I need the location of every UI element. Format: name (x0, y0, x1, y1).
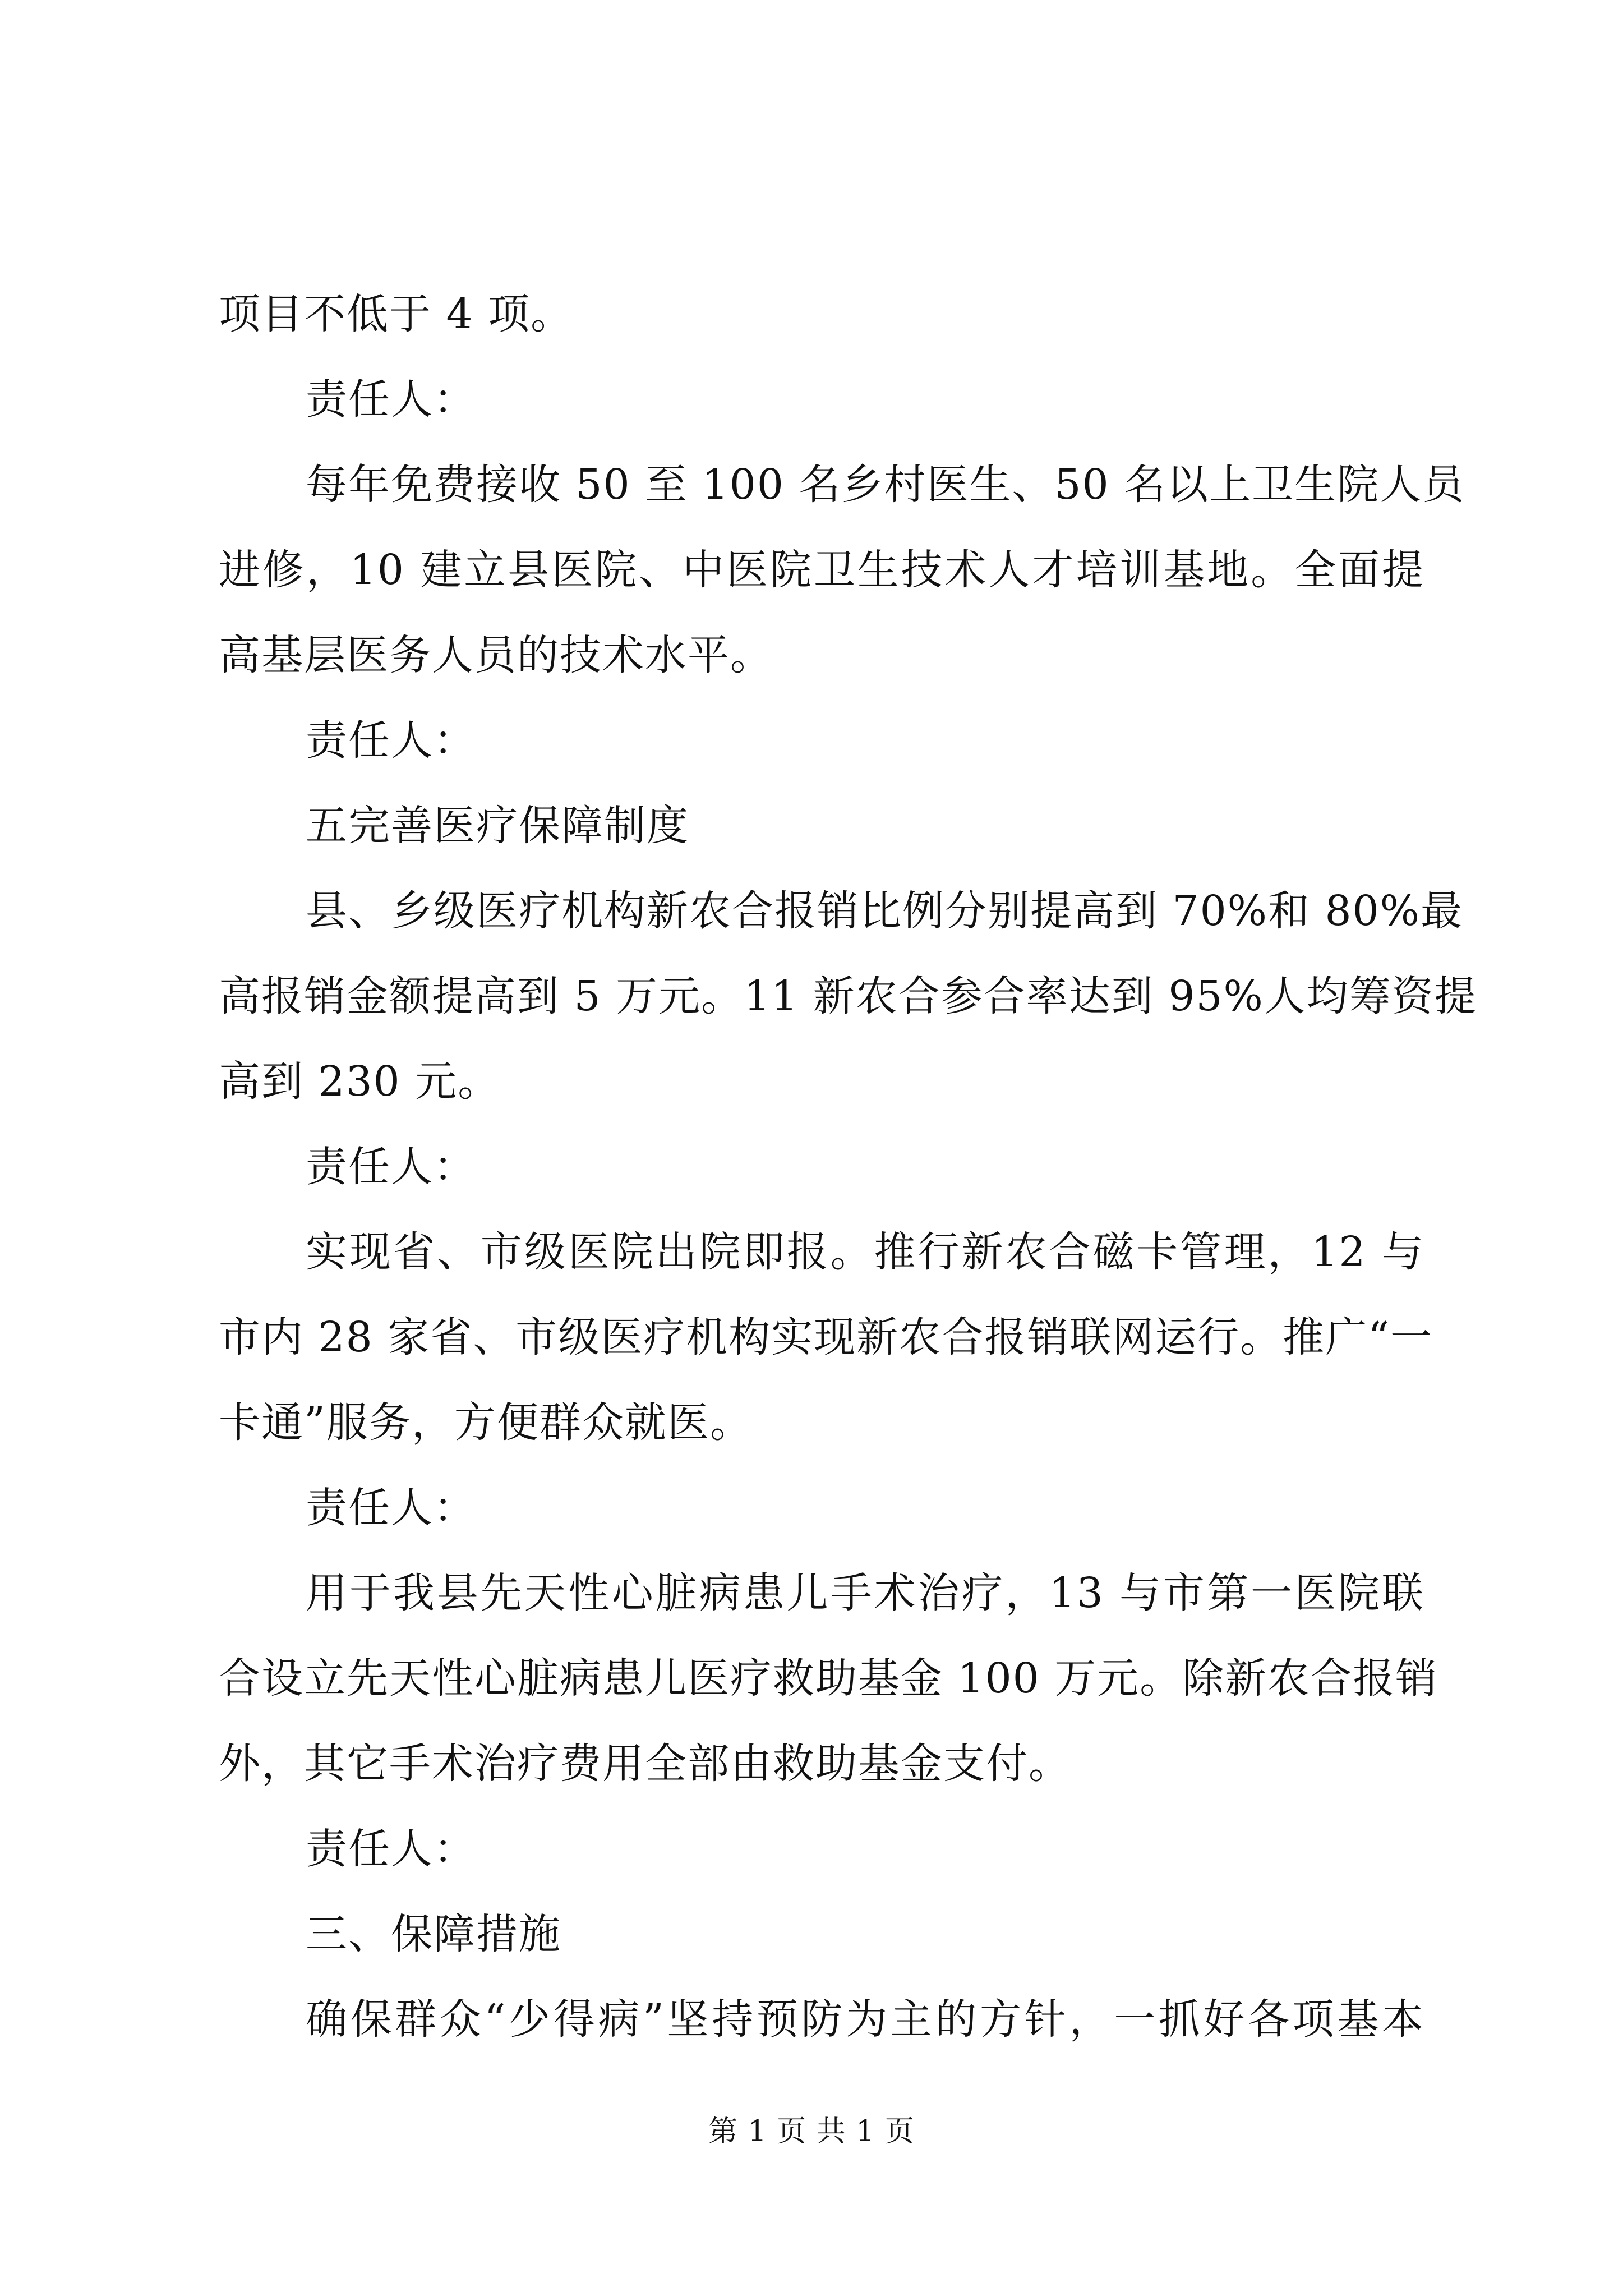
text-line-5: 高基层医务人员的技术水平。 (219, 631, 773, 679)
text-line-21: 确保群众“少得病”坚持预防为主的方针，一抓好各项基本 (306, 1995, 1424, 2044)
text-line-14: 卡通”服务，方便群众就医。 (219, 1398, 753, 1447)
text-line-10: 高到 230 元。 (219, 1057, 501, 1106)
text-line-16: 用于我县先天性心脏病患儿手术治疗，13 与市第一医院联 (306, 1569, 1424, 1617)
text-line-3: 每年免费接收 50 至 100 名乡村医生、50 名以上卫生院人员 (306, 461, 1465, 509)
text-line-11: 责任人： (306, 1143, 476, 1191)
text-line-12: 实现省、市级医院出院即报。推行新农合磁卡管理，12 与 (306, 1228, 1424, 1276)
text-line-1: 项目不低于 4 项。 (219, 290, 574, 338)
text-line-20: 三、保障措施 (306, 1910, 561, 1958)
text-line-4: 进修，10 建立县医院、中医院卫生技术人才培训基地。全面提 (219, 546, 1424, 594)
text-line-15: 责任人： (306, 1484, 476, 1532)
page-footer: 第 1 页 共 1 页 (708, 2115, 915, 2148)
text-line-18: 外，其它手术治疗费用全部由救助基金支付。 (219, 1740, 1071, 1788)
text-line-8: 县、乡级医疗机构新农合报销比例分别提高到 70%和 80%最 (306, 887, 1463, 935)
text-line-9: 高报销金额提高到 5 万元。11 新农合参合率达到 95%人均筹资提 (219, 972, 1477, 1020)
text-line-7: 五完善医疗保障制度 (306, 802, 689, 850)
text-line-17: 合设立先天性心脏病患儿医疗救助基金 100 万元。除新农合报销 (219, 1654, 1438, 1703)
text-line-2: 责任人： (306, 375, 476, 424)
text-line-19: 责任人： (306, 1825, 476, 1873)
text-line-13: 市内 28 家省、市级医疗机构实现新农合报销联网运行。推广“一 (219, 1313, 1433, 1361)
text-line-6: 责任人： (306, 716, 476, 765)
